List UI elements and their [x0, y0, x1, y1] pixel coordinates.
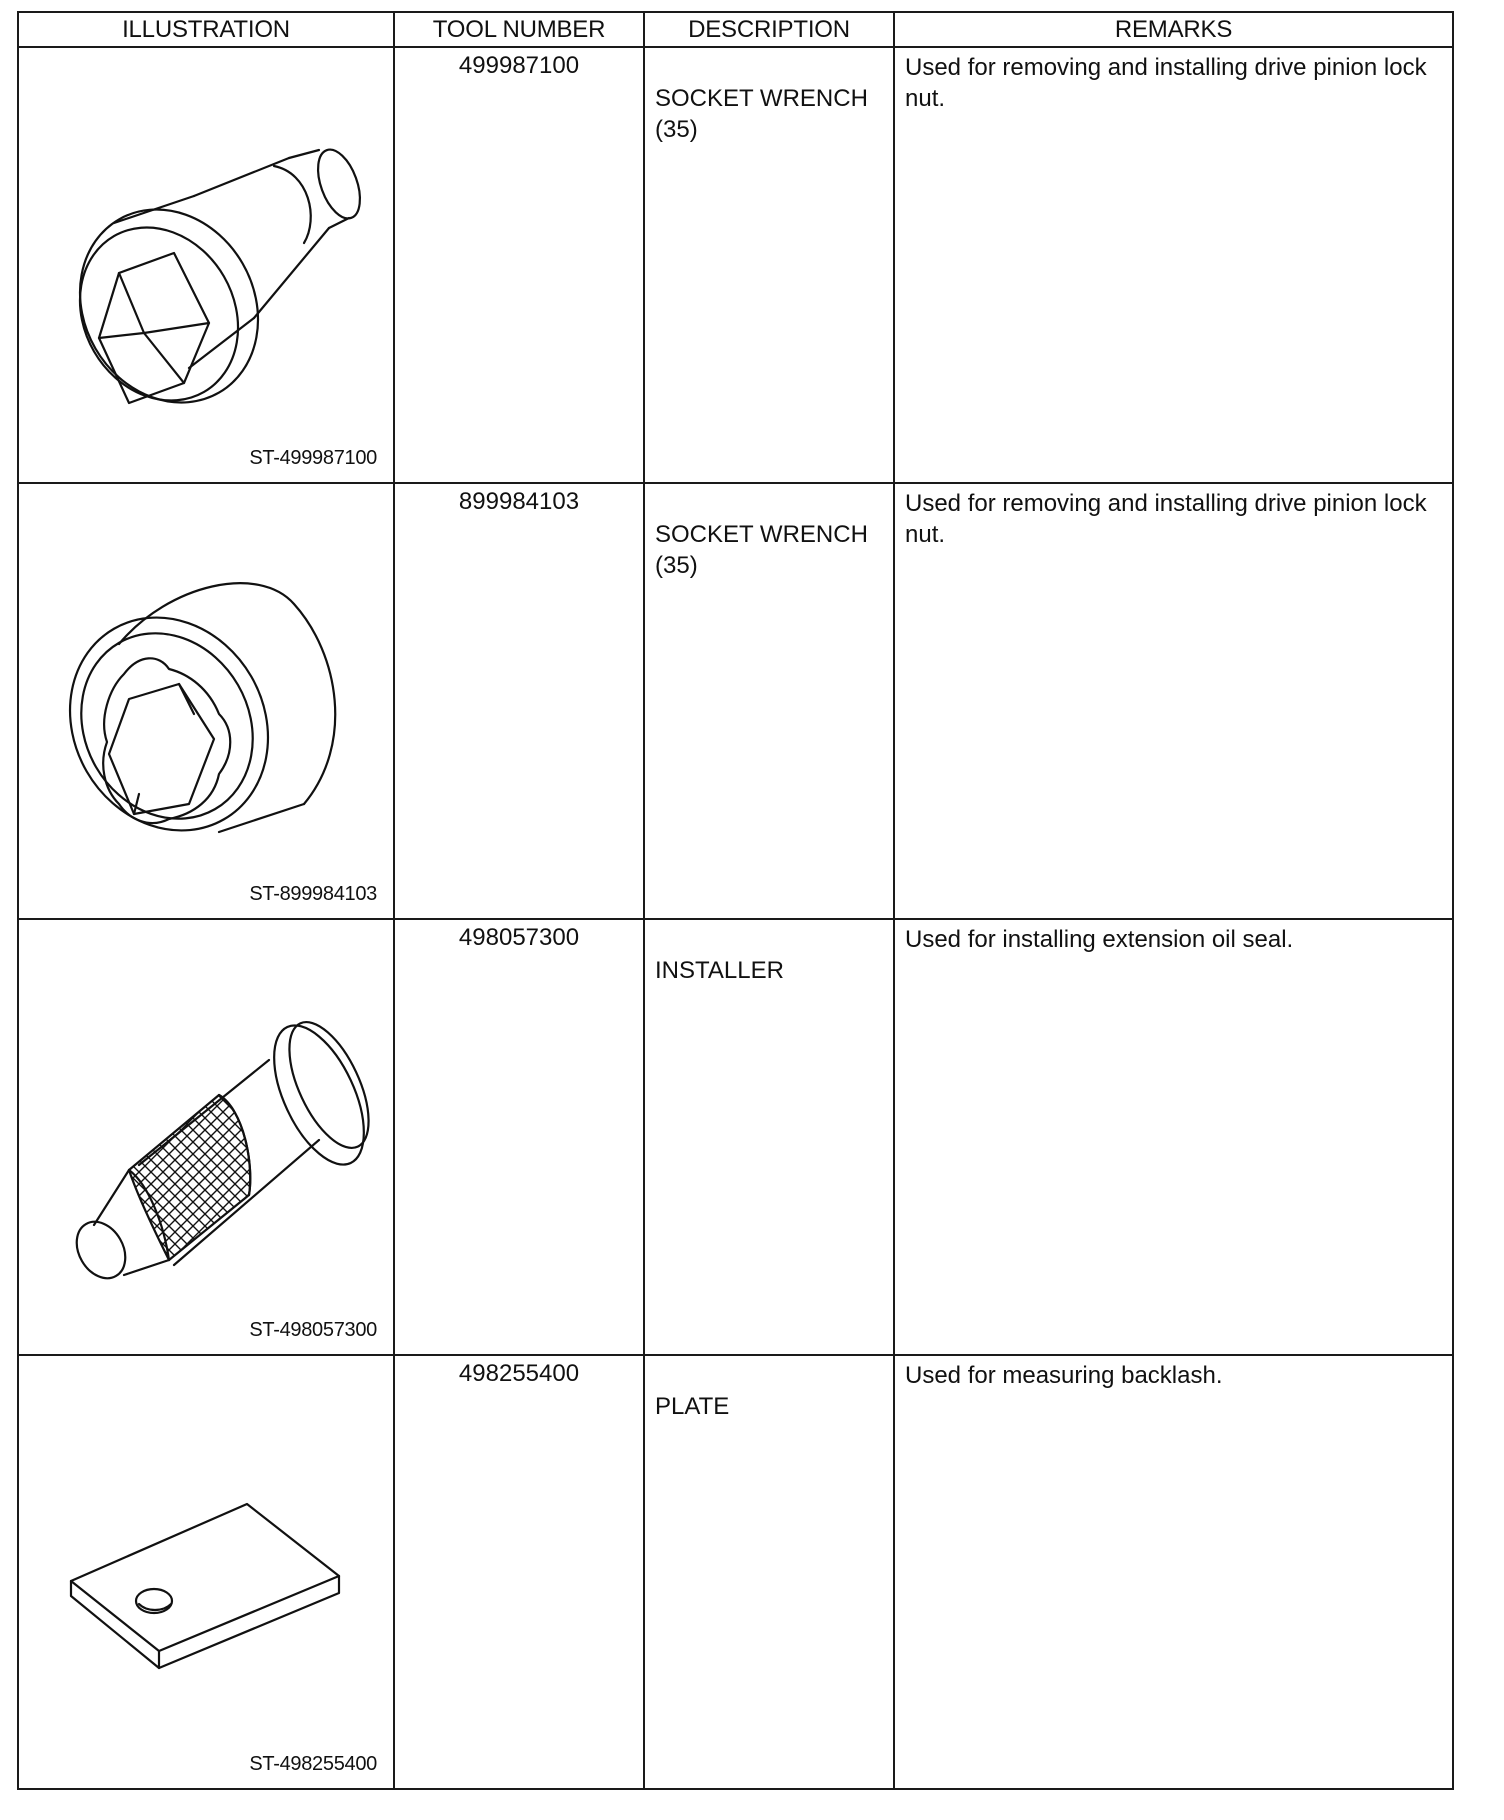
remarks-cell [894, 47, 1453, 483]
tool-remarks: Used for removing and installing drive pinion lock nut. [905, 490, 1427, 548]
tool-remarks: Used for measuring backlash. [905, 1362, 1223, 1389]
tool-description: INSTALLER [655, 957, 784, 984]
special-tools-table [17, 11, 1454, 1790]
header-illustration: ILLUSTRATION [18, 12, 394, 47]
tool-description: PLATE [655, 1393, 730, 1420]
tool-number-cell [394, 47, 644, 483]
illustration-cell [18, 47, 394, 483]
illustration-code: ST-498255400 [249, 1753, 377, 1775]
tool-number: 499987100 [458, 52, 580, 79]
description-cell [644, 1355, 894, 1789]
table-row [18, 483, 1453, 919]
table-row [18, 919, 1453, 1355]
tool-number: 498057300 [458, 924, 580, 951]
socket-wrench-hex-drive-icon [19, 48, 395, 484]
tool-description: SOCKET WRENCH (35) [655, 521, 868, 579]
description-cell [644, 47, 894, 483]
plate-with-hole-icon [19, 1356, 395, 1790]
remarks-cell [894, 483, 1453, 919]
illustration-cell [18, 483, 394, 919]
tool-number-cell [394, 483, 644, 919]
tool-number-cell [394, 919, 644, 1355]
knurled-installer-icon [19, 920, 395, 1356]
table-header-row [18, 12, 1453, 47]
illustration-cell [18, 919, 394, 1355]
tool-number: 899984103 [458, 488, 580, 515]
tool-remarks: Used for installing extension oil seal. [905, 926, 1294, 953]
tool-number-cell [394, 1355, 644, 1789]
header-remarks: REMARKS [894, 12, 1453, 47]
illustration-code: ST-499987100 [249, 447, 377, 469]
illustration-cell [18, 1355, 394, 1789]
description-cell [644, 919, 894, 1355]
illustration-code: ST-899984103 [249, 883, 377, 905]
table-row [18, 1355, 1453, 1789]
tool-description: SOCKET WRENCH (35) [655, 85, 868, 143]
table-row [18, 47, 1453, 483]
description-cell [644, 483, 894, 919]
remarks-cell [894, 1355, 1453, 1789]
remarks-cell [894, 919, 1453, 1355]
tool-number: 498255400 [458, 1360, 580, 1387]
tool-remarks: Used for removing and installing drive pinion lock nut. [905, 54, 1427, 112]
header-description: DESCRIPTION [644, 12, 894, 47]
header-tool-number: TOOL NUMBER [394, 12, 644, 47]
illustration-code: ST-498057300 [249, 1319, 377, 1341]
deep-socket-icon [19, 484, 395, 920]
